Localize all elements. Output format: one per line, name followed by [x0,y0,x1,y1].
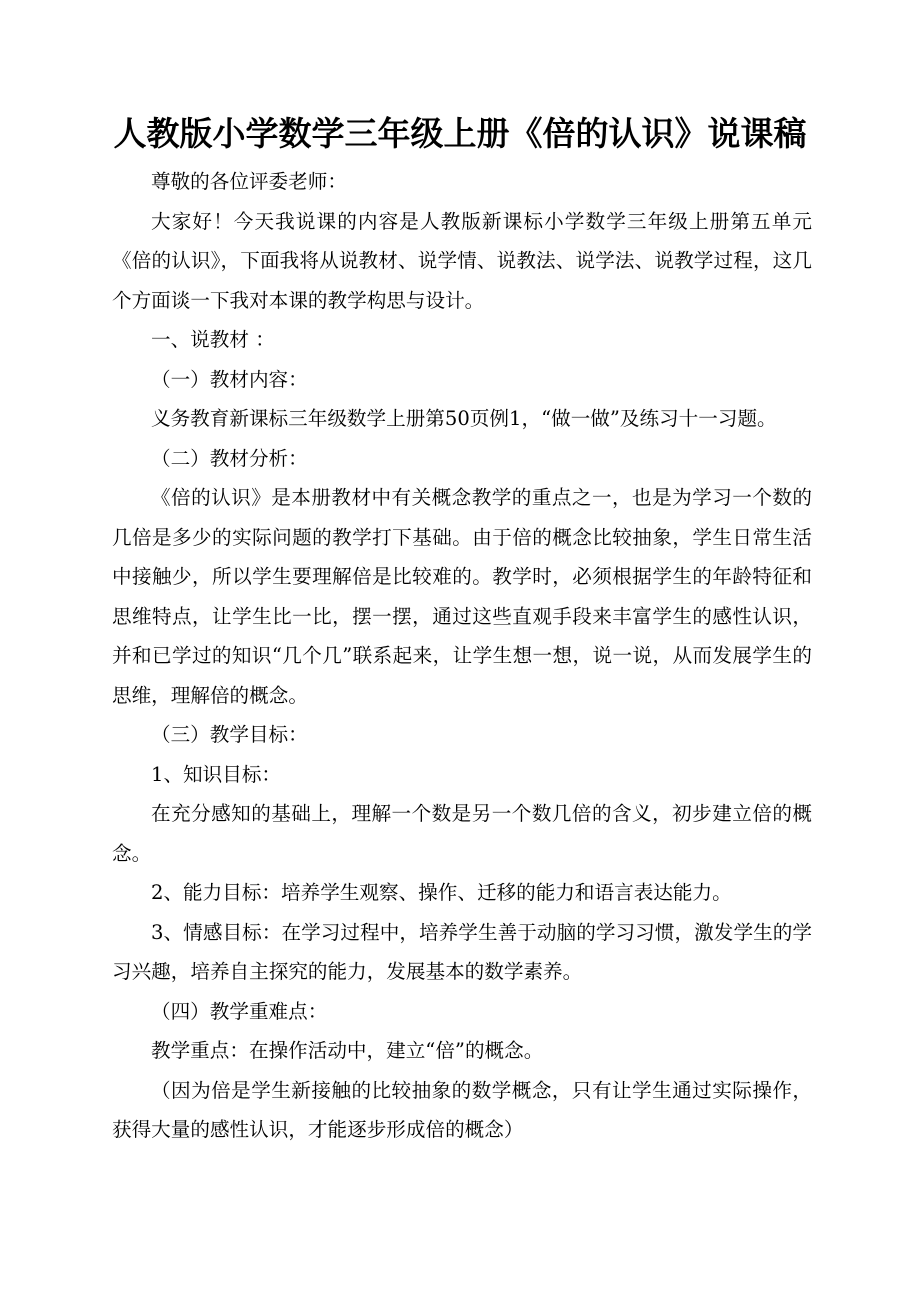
paragraph-textbook-analysis: 《倍的认识》是本册教材中有关概念教学的重点之一，也是为学习一个数的几倍是多少的实际问题的教学打下基础。由于倍的概念比较抽象，学生日常生活中接触少，所以学生要理解倍是比较难的。教学时，必须根据学生的年龄特征和思维特点，让学生比一比，摆一摆，通过这些直观手段来丰富学生的感性认识，并和已学过的知识“几个几”联系起来，让学生想一想，说一说，从而发展学生的思维，理解倍的概念。 [112,486,812,707]
paragraph-salutation: 尊敬的各位评委老师： [151,170,347,193]
paragraph-emotion-goal: 3、情感目标：在学习过程中，培养学生善于动脑的学习习惯，激发学生的学习兴趣，培养自主探究的能力，发展基本的数学素养。 [112,920,812,983]
heading-textbook-analysis: （二）教材分析： [151,446,308,470]
paragraph-ability-goal: 2、能力目标：培养学生观察、操作、迁移的能力和语言表达能力。 [151,881,732,904]
document-title: 人教版小学数学三年级上册《倍的认识》说课稿 [113,114,807,153]
paragraph-key-point: 教学重点：在操作活动中，建立“倍”的概念。 [151,1039,544,1062]
paragraph-knowledge-goal: 在充分感知的基础上，理解一个数是另一个数几倍的含义，初步建立倍的概念。 [112,802,812,865]
paragraph-intro: 大家好！今天我说课的内容是人教版新课标小学数学三年级上册第五单元《倍的认识》，下面我将从说教材、说学情、说教法、说学法、说教学过程，这几个方面谈一下我对本课的教学构思与设计。 [112,209,812,312]
heading-section-1: 一、说教材 ： [151,328,275,351]
paragraph-textbook-content: 义务教育新课标三年级数学上册第50页例1，“做一做”及练习十一习题。 [151,407,777,430]
paragraph-key-point-note: （因为倍是学生新接触的比较抽象的数学概念，只有让学生通过实际操作，获得大量的感性认识，才能逐步形成倍的概念） [112,1078,812,1141]
document-body [112,162,812,1150]
heading-knowledge-goal: 1、知识目标： [151,762,282,786]
heading-key-points: （四）教学重难点： [151,999,328,1023]
heading-teaching-goals: （三）教学目标： [151,723,308,746]
heading-textbook-content: （一）教材内容： [151,367,308,391]
